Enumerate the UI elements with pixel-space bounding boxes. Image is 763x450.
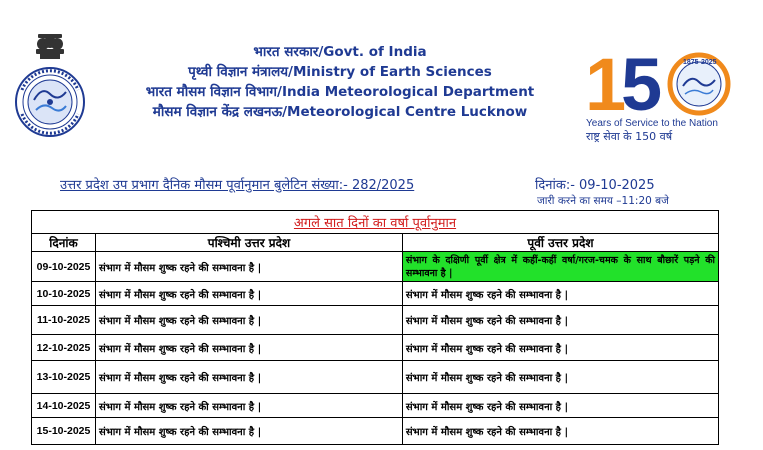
- table-caption: अगले सात दिनों का वर्षा पूर्वानुमान: [32, 211, 719, 234]
- organization-header: [110, 42, 570, 122]
- row-east-forecast: संभाग में मौसम शुष्क रहने की सम्भावना है |: [402, 335, 718, 361]
- bulletin-title: उत्तर प्रदेश उप प्रभाग दैनिक मौसम पूर्वानुमान बुलेटिन संख्या:- 282/2025: [60, 178, 415, 193]
- anniversary-year-start: 1875: [683, 59, 699, 66]
- row-west-forecast: संभाग में मौसम शुष्क रहने की सम्भावना है |: [96, 361, 403, 394]
- anniversary-number-5: 5: [621, 43, 663, 126]
- row-east-forecast: संभाग में मौसम शुष्क रहने की सम्भावना है |: [402, 306, 718, 335]
- anniversary-caption: [586, 118, 746, 144]
- header-west-up: पश्चिमी उत्तर प्रदेश: [96, 234, 403, 252]
- table-row: [32, 252, 719, 282]
- anniversary-number-1: 1: [585, 43, 627, 126]
- row-date: 10-10-2025: [32, 282, 96, 306]
- row-east-forecast: संभाग में मौसम शुष्क रहने की सम्भावना है |: [402, 361, 718, 394]
- bulletin-issue-time: जारी करने का समय –11:20 बजे: [537, 195, 669, 207]
- rainfall-forecast-table: [31, 210, 719, 445]
- row-west-forecast: संभाग में मौसम शुष्क रहने की सम्भावना है |: [96, 335, 403, 361]
- org-line-centre: मौसम विज्ञान केंद्र लखनऊ/Meteorological Centre Lucknow: [152, 104, 528, 120]
- header-east-up: पूर्वी उत्तर प्रदेश: [402, 234, 718, 252]
- row-west-forecast: संभाग में मौसम शुष्क रहने की सम्भावना है |: [96, 306, 403, 335]
- row-date: 11-10-2025: [32, 306, 96, 335]
- row-date: 12-10-2025: [32, 335, 96, 361]
- row-east-forecast-highlighted: संभाग के दक्षिणी पूर्वी क्षेत्र में कहीं-कहीं वर्षा/गरज-चमक के साथ बौछारें पड़ने की सम्भावना है |: [402, 252, 718, 282]
- anniversary-year-end: 2025: [701, 59, 717, 66]
- table-row: [32, 361, 719, 394]
- org-line-government: भारत सरकार/Govt. of India: [253, 44, 427, 60]
- row-west-forecast: संभाग में मौसम शुष्क रहने की सम्भावना है |: [96, 282, 403, 306]
- row-date: 15-10-2025: [32, 418, 96, 445]
- table-row: [32, 335, 719, 361]
- anniversary-english: Years of Service to the Nation: [586, 118, 718, 129]
- row-west-forecast: संभाग में मौसम शुष्क रहने की सम्भावना है |: [96, 418, 403, 445]
- imd-emblem-logo: [10, 30, 90, 150]
- org-line-ministry: पृथ्वी विज्ञान मंत्रालय/Ministry of Earth Sciences: [188, 64, 492, 80]
- table-row: [32, 306, 719, 335]
- table-row: [32, 394, 719, 418]
- bulletin-date: दिनांक:- 09-10-2025: [535, 178, 655, 193]
- row-east-forecast: संभाग में मौसम शुष्क रहने की सम्भावना है |: [402, 394, 718, 418]
- row-date: 13-10-2025: [32, 361, 96, 394]
- row-date: 14-10-2025: [32, 394, 96, 418]
- anniversary-hindi: राष्ट्र सेवा के 150 वर्ष: [586, 130, 673, 143]
- row-east-forecast: संभाग में मौसम शुष्क रहने की सम्भावना है |: [402, 418, 718, 445]
- header-date: दिनांक: [32, 234, 96, 252]
- row-east-forecast: संभाग में मौसम शुष्क रहने की सम्भावना है |: [402, 282, 718, 306]
- table-row: [32, 282, 719, 306]
- row-west-forecast: संभाग में मौसम शुष्क रहने की सम्भावना है |: [96, 252, 403, 282]
- row-date: 09-10-2025: [32, 252, 96, 282]
- table-row: [32, 418, 719, 445]
- org-line-department: भारत मौसम विज्ञान विभाग/India Meteorological Department: [145, 84, 535, 100]
- row-west-forecast: संभाग में मौसम शुष्क रहने की सम्भावना है |: [96, 394, 403, 418]
